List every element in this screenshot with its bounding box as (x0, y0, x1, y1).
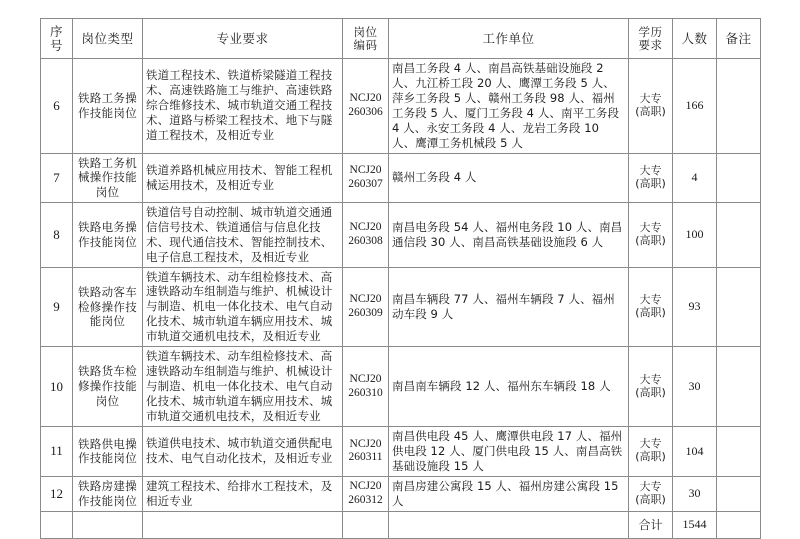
cell-education-line2: (高职) (635, 104, 666, 118)
total-headcount: 1544 (673, 511, 717, 538)
cell-education (629, 426, 673, 476)
cell-major-requirement: 铁道供电技术、城市轨道交通供配电技术、电气自动化技术，及相近专业 (143, 426, 343, 476)
cell-position-code-line2: 260310 (348, 386, 383, 399)
cell-education-line2: (高职) (635, 492, 666, 506)
cell-education-line1: 大专 (639, 220, 662, 234)
cell-remark (717, 347, 761, 427)
cell-education-line1: 大专 (639, 479, 662, 493)
total-blank-remark (717, 511, 761, 538)
cell-education-line1: 大专 (639, 292, 662, 306)
table-row (41, 476, 761, 511)
cell-headcount: 166 (673, 59, 717, 154)
cell-major-requirement: 铁道车辆技术、动车组检修技术、高速铁路动车组制造与维护、机械设计与制造、机电一体化技术、电气自动化技术、城市轨道车辆应用技术、城市轨道交通机电技术，及相近专业 (143, 347, 343, 427)
cell-position-code (343, 153, 389, 202)
column-header-headcount: 人数 (673, 19, 717, 59)
cell-education (629, 153, 673, 202)
cell-remark (717, 153, 761, 202)
cell-position-code-line2: 260307 (348, 177, 383, 190)
cell-education-line1: 大专 (639, 91, 662, 105)
cell-position-type: 铁路供电操作技能岗位 (73, 426, 143, 476)
total-label: 合计 (629, 511, 673, 538)
cell-position-code-line2: 260311 (348, 451, 383, 464)
cell-headcount: 4 (673, 153, 717, 202)
cell-remark (717, 476, 761, 511)
cell-seq: 6 (41, 59, 73, 154)
cell-headcount: 30 (673, 476, 717, 511)
total-blank-seq (41, 511, 73, 538)
column-header-position-type: 岗位类型 (73, 19, 143, 59)
cell-seq: 12 (41, 476, 73, 511)
cell-education (629, 267, 673, 347)
cell-seq: 11 (41, 426, 73, 476)
cell-work-unit: 南昌车辆段 77 人、福州车辆段 7 人、福州动车段 9 人 (389, 267, 629, 347)
cell-position-type: 铁路动客车检修操作技能岗位 (73, 267, 143, 347)
recruitment-positions-table (40, 18, 761, 539)
cell-position-code-line1: NCJ20 (349, 437, 382, 450)
cell-education (629, 202, 673, 267)
cell-education (629, 347, 673, 427)
cell-education-line2: (高职) (635, 233, 666, 247)
cell-position-code (343, 202, 389, 267)
cell-position-type: 铁路工务操作技能岗位 (73, 59, 143, 154)
cell-headcount: 30 (673, 347, 717, 427)
table-total-row (41, 511, 761, 538)
cell-position-type: 铁路货车检修操作技能岗位 (73, 347, 143, 427)
cell-work-unit: 赣州工务段 4 人 (389, 153, 629, 202)
cell-work-unit: 南昌电务段 54 人、福州电务段 10 人、南昌通信段 30 人、南昌高铁基础设施段 6 人 (389, 202, 629, 267)
cell-position-code (343, 347, 389, 427)
total-blank-code (343, 511, 389, 538)
cell-major-requirement: 建筑工程技术、给排水工程技术，及相近专业 (143, 476, 343, 511)
cell-position-code-line2: 260312 (348, 493, 383, 506)
cell-position-code (343, 267, 389, 347)
cell-headcount: 100 (673, 202, 717, 267)
cell-position-type: 铁路工务机械操作技能岗位 (73, 153, 143, 202)
cell-position-code-line2: 260308 (348, 234, 383, 247)
cell-education-line2: (高职) (635, 305, 666, 319)
column-header-education (629, 19, 673, 59)
total-blank-major (143, 511, 343, 538)
cell-position-code-line1: NCJ20 (349, 372, 382, 385)
table-body (41, 59, 761, 539)
column-header-education-line2: 要求 (638, 37, 663, 52)
cell-education-line2: (高职) (635, 450, 666, 464)
column-header-position-code-line2: 编码 (353, 37, 378, 52)
column-header-education-line1: 学历 (638, 25, 663, 40)
total-blank-unit (389, 511, 629, 538)
cell-remark (717, 59, 761, 154)
total-blank-type (73, 511, 143, 538)
cell-education-line2: (高职) (635, 385, 666, 399)
cell-position-type: 铁路房建操作技能岗位 (73, 476, 143, 511)
column-header-position-code (343, 19, 389, 59)
cell-work-unit: 南昌工务段 4 人、南昌高铁基础设施段 2 人、九江桥工段 20 人、鹰潭工务段 5 人、萍乡工务段 5 人、赣州工务段 98 人、福州工务段 5 人、厦门工务段 4 人、南平工务段 4 人、永安工务段 4 人、龙岩工务段 10 人、鹰潭工务机械段 5 人 (389, 59, 629, 154)
cell-major-requirement: 铁道养路机械应用技术、智能工程机械运用技术，及相近专业 (143, 153, 343, 202)
cell-headcount: 93 (673, 267, 717, 347)
cell-position-code (343, 426, 389, 476)
cell-seq: 10 (41, 347, 73, 427)
cell-remark (717, 202, 761, 267)
cell-position-code-line1: NCJ20 (349, 163, 382, 176)
table-row (41, 59, 761, 154)
table-row (41, 202, 761, 267)
cell-remark (717, 267, 761, 347)
cell-seq: 9 (41, 267, 73, 347)
cell-seq: 7 (41, 153, 73, 202)
table-header (41, 19, 761, 59)
column-header-work-unit: 工作单位 (389, 19, 629, 59)
column-header-remark: 备注 (717, 19, 761, 59)
cell-work-unit: 南昌供电段 45 人、鹰潭供电段 17 人、福州供电段 12 人、厦门供电段 15 人、南昌高铁基础设施段 15 人 (389, 426, 629, 476)
table-row (41, 347, 761, 427)
table-row (41, 426, 761, 476)
cell-work-unit: 南昌房建公寓段 15 人、福州房建公寓段 15 人 (389, 476, 629, 511)
column-header-seq: 序号 (41, 19, 73, 59)
cell-major-requirement: 铁道工程技术、铁道桥梁隧道工程技术、高速铁路施工与维护、高速铁路综合维修技术、城市轨道交通工程技术、道路与桥梁工程技术、地下与隧道工程技术，及相近专业 (143, 59, 343, 154)
cell-position-code (343, 476, 389, 511)
cell-position-code-line1: NCJ20 (349, 479, 382, 492)
column-header-position-code-line1: 岗位 (353, 25, 378, 40)
cell-major-requirement: 铁道车辆技术、动车组检修技术、高速铁路动车组制造与维护、机械设计与制造、机电一体化技术、电气自动化技术、城市轨道车辆应用技术、城市轨道交通机电技术，及相近专业 (143, 267, 343, 347)
cell-position-code-line1: NCJ20 (349, 92, 382, 105)
cell-education (629, 476, 673, 511)
cell-position-code-line1: NCJ20 (349, 220, 382, 233)
cell-work-unit: 南昌南车辆段 12 人、福州东车辆段 18 人 (389, 347, 629, 427)
cell-position-code-line2: 260306 (348, 105, 383, 118)
cell-position-type: 铁路电务操作技能岗位 (73, 202, 143, 267)
table-row (41, 153, 761, 202)
column-header-major-requirement: 专业要求 (143, 19, 343, 59)
cell-seq: 8 (41, 202, 73, 267)
table-header-row (41, 19, 761, 59)
cell-headcount: 104 (673, 426, 717, 476)
cell-education-line1: 大专 (639, 163, 662, 177)
cell-position-code-line1: NCJ20 (349, 293, 382, 306)
cell-remark (717, 426, 761, 476)
cell-position-code (343, 59, 389, 154)
cell-position-code-line2: 260309 (348, 306, 383, 319)
cell-education (629, 59, 673, 154)
cell-education-line1: 大专 (639, 437, 662, 451)
table-row (41, 267, 761, 347)
cell-major-requirement: 铁道信号自动控制、城市轨道交通通信信号技术、铁道通信与信息化技术、现代通信技术、智能控制技术、电子信息工程技术，及相近专业 (143, 202, 343, 267)
cell-education-line1: 大专 (639, 372, 662, 386)
cell-education-line2: (高职) (635, 176, 666, 190)
